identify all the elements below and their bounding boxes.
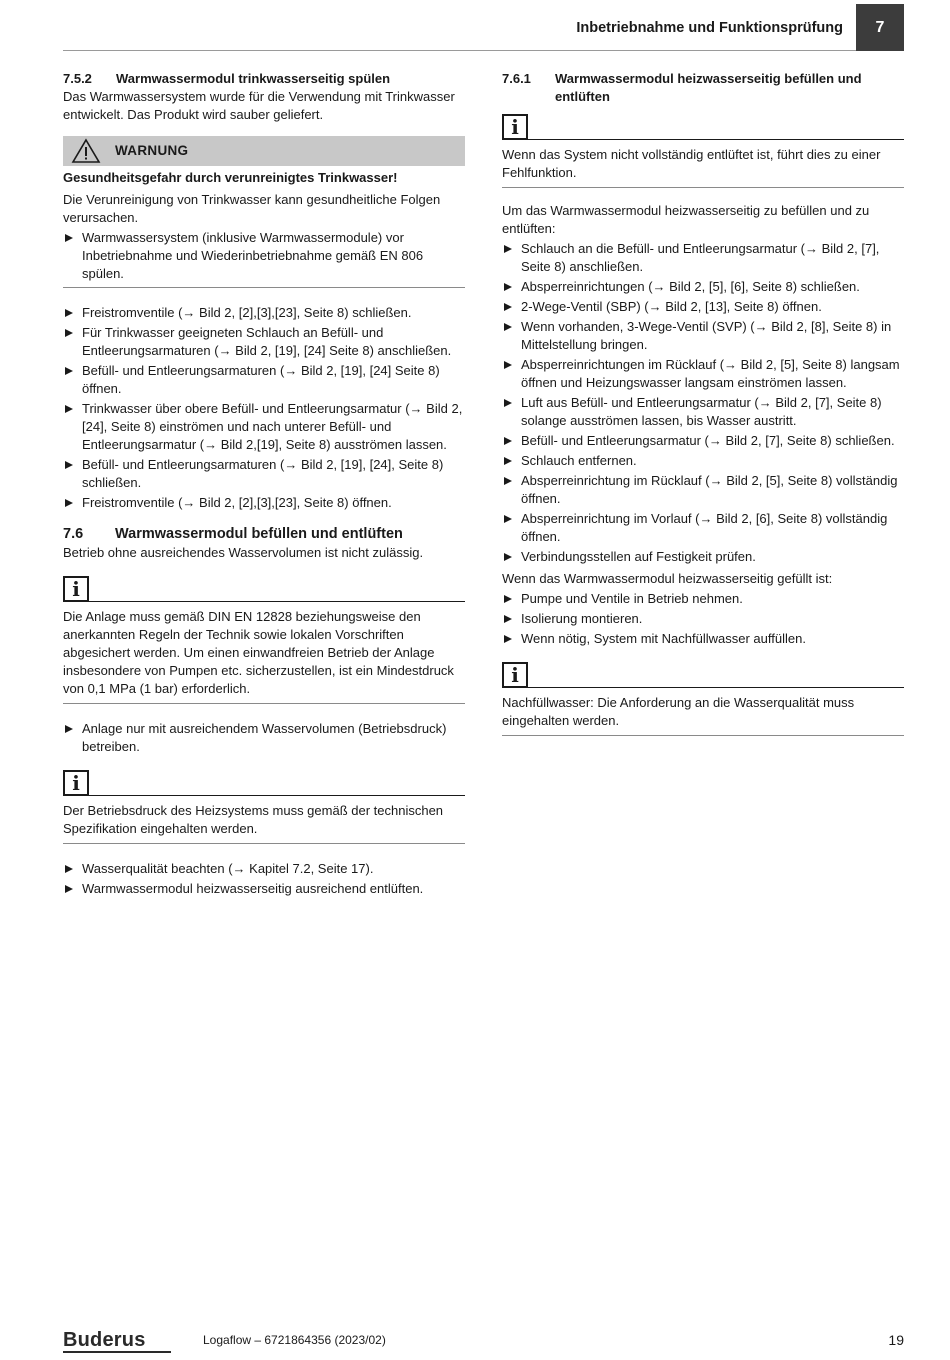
- list-item: Pumpe und Ventile in Betrieb nehmen.: [502, 590, 904, 608]
- left-column: [63, 70, 465, 898]
- logo-underline: [63, 1351, 171, 1353]
- info-icon: i: [63, 576, 89, 602]
- buderus-logo: Buderus: [63, 1329, 146, 1351]
- list-item: Anlage nur mit ausreichendem Wasservolumen (Betriebsdruck) betreiben.: [63, 720, 465, 756]
- list-item: Wenn nötig, System mit Nachfüllwasser auffüllen.: [502, 630, 904, 648]
- list-item: Absperreinrichtung im Rücklauf (→ Bild 2, [5], Seite 8) vollständig öffnen.: [502, 472, 904, 508]
- info-text: Wenn das System nicht vollständig entlüftet ist, führt dies zu einer Fehlfunktion.: [502, 147, 881, 180]
- section-intro: Betrieb ohne ausreichendes Wasservolumen ist nicht zulässig.: [63, 545, 424, 560]
- steps-list: [63, 720, 465, 756]
- after-fill-steps: [502, 590, 904, 648]
- section-heading-7-6: [63, 524, 465, 544]
- document-reference: Logaflow – 6721864356 (2023/02): [203, 1333, 386, 1347]
- warning-box: [63, 136, 465, 288]
- info-box: [502, 660, 904, 736]
- warning-headline: Gesundheitsgefahr durch verunreinigtes Trinkwasser!: [63, 170, 398, 185]
- section-heading-7-6-1: [502, 70, 904, 106]
- list-item: Befüll- und Entleerungsarmaturen (→ Bild 2, [19], [24] Seite 8) öffnen.: [63, 362, 465, 398]
- list-item: Befüll- und Entleerungsarmatur (→ Bild 2, [7], Seite 8) schließen.: [502, 432, 904, 450]
- fill-steps: [502, 240, 904, 566]
- section-title: Warmwassermodul heizwasserseitig befüllen und entlüften: [555, 71, 862, 104]
- flush-steps: [63, 304, 465, 512]
- warning-steps: [63, 229, 465, 283]
- warning-text: Die Verunreinigung von Trinkwasser kann gesundheitliche Folgen verursachen.: [63, 192, 441, 225]
- warning-triangle-icon: [71, 138, 101, 164]
- running-header-title: Inbetriebnahme und Funktionsprüfung: [576, 20, 843, 36]
- info-icon: i: [63, 770, 89, 796]
- info-box: [63, 574, 465, 704]
- steps-list: [63, 860, 465, 898]
- info-icon: i: [502, 662, 528, 688]
- list-item: Absperreinrichtungen (→ Bild 2, [5], [6], Seite 8) schließen.: [502, 278, 904, 296]
- right-column: [502, 70, 904, 736]
- section-intro: Das Warmwassersystem wurde für die Verwendung mit Trinkwasser entwickelt. Das Produkt wird sauber geliefert.: [63, 89, 455, 122]
- info-box: [502, 112, 904, 188]
- chapter-tab: [856, 4, 904, 51]
- list-item: Freistromventile (→ Bild 2, [2],[3],[23], Seite 8) schließen.: [63, 304, 465, 322]
- list-item: Warmwassermodul heizwasserseitig ausreichend entlüften.: [63, 880, 465, 898]
- info-text: Nachfüllwasser: Die Anforderung an die Wasserqualität muss eingehalten werden.: [502, 695, 855, 728]
- list-item: Schlauch an die Befüll- und Entleerungsarmatur (→ Bild 2, [7], Seite 8) anschließen.: [502, 240, 904, 276]
- section-number: 7.6.1: [502, 71, 531, 86]
- info-box: [63, 768, 465, 844]
- section-title: Warmwassermodul trinkwasserseitig spülen: [116, 71, 391, 86]
- section-number: 7.5.2: [63, 71, 92, 86]
- list-item: Schlauch entfernen.: [502, 452, 904, 470]
- list-item: Für Trinkwasser geeigneten Schlauch an Befüll- und Entleerungsarmaturen (→ Bild 2, [19], [24] Seite 8) anschließen.: [63, 324, 465, 360]
- list-item: Befüll- und Entleerungsarmaturen (→ Bild 2, [19], [24], Seite 8) schließen.: [63, 456, 465, 492]
- info-text: Die Anlage muss gemäß DIN EN 12828 beziehungsweise den anerkannten Regeln der Technik sowie lokalen Vorschriften abgesichert werden. Um einen einwandfreien Betrieb der Anlage insbesondere von Pumpen etc. sicherzustellen, ist ein Mindestdruck von 0,1 MPa (1 bar) erforderlich.: [63, 609, 454, 696]
- info-icon: i: [502, 114, 528, 140]
- procedure-intro: Um das Warmwassermodul heizwasserseitig zu befüllen und zu entlüften:: [502, 203, 870, 236]
- chapter-number: 7: [875, 18, 885, 36]
- section-heading-7-5-2: [63, 70, 465, 88]
- page-number: 19: [888, 1332, 904, 1348]
- list-item: Absperreinrichtungen im Rücklauf (→ Bild 2, [5], Seite 8) langsam öffnen und Heizungswasser langsam einströmen lassen.: [502, 356, 904, 392]
- header-rule: [63, 50, 857, 51]
- list-item: 2-Wege-Ventil (SBP) (→ Bild 2, [13], Seite 8) öffnen.: [502, 298, 904, 316]
- list-item: Wasserqualität beachten (→ Kapitel 7.2, Seite 17).: [63, 860, 465, 878]
- warning-bar: [63, 136, 465, 166]
- list-item: Warmwassersystem (inklusive Warmwassermodule) vor Inbetriebnahme und Wiederinbetriebnahme gemäß EN 806 spülen.: [63, 229, 465, 283]
- list-item: Freistromventile (→ Bild 2, [2],[3],[23], Seite 8) öffnen.: [63, 494, 465, 512]
- section-title: Warmwassermodul befüllen und entlüften: [115, 526, 403, 542]
- list-item: Isolierung montieren.: [502, 610, 904, 628]
- list-item: Luft aus Befüll- und Entleerungsarmatur (→ Bild 2, [7], Seite 8) solange ausströmen lassen, bis Wasser austritt.: [502, 394, 904, 430]
- list-item: Verbindungsstellen auf Festigkeit prüfen.: [502, 548, 904, 566]
- info-text: Der Betriebsdruck des Heizsystems muss gemäß der technischen Spezifikation eingehalten werden.: [63, 803, 444, 836]
- list-item: Trinkwasser über obere Befüll- und Entleerungsarmatur (→ Bild 2,[24], Seite 8) einströmen und nach unterer Befüll- und Entleerungsarmatur (→ Bild 2,[19], Seite 8) ausströmen lassen.: [63, 400, 465, 454]
- filled-intro: Wenn das Warmwassermodul heizwasserseitig gefüllt ist:: [502, 571, 833, 586]
- warning-label: WARNUNG: [115, 143, 189, 158]
- list-item: Wenn vorhanden, 3-Wege-Ventil (SVP) (→ Bild 2, [8], Seite 8) in Mittelstellung bringen.: [502, 318, 904, 354]
- section-number: 7.6: [63, 526, 84, 542]
- list-item: Absperreinrichtung im Vorlauf (→ Bild 2, [6], Seite 8) vollständig öffnen.: [502, 510, 904, 546]
